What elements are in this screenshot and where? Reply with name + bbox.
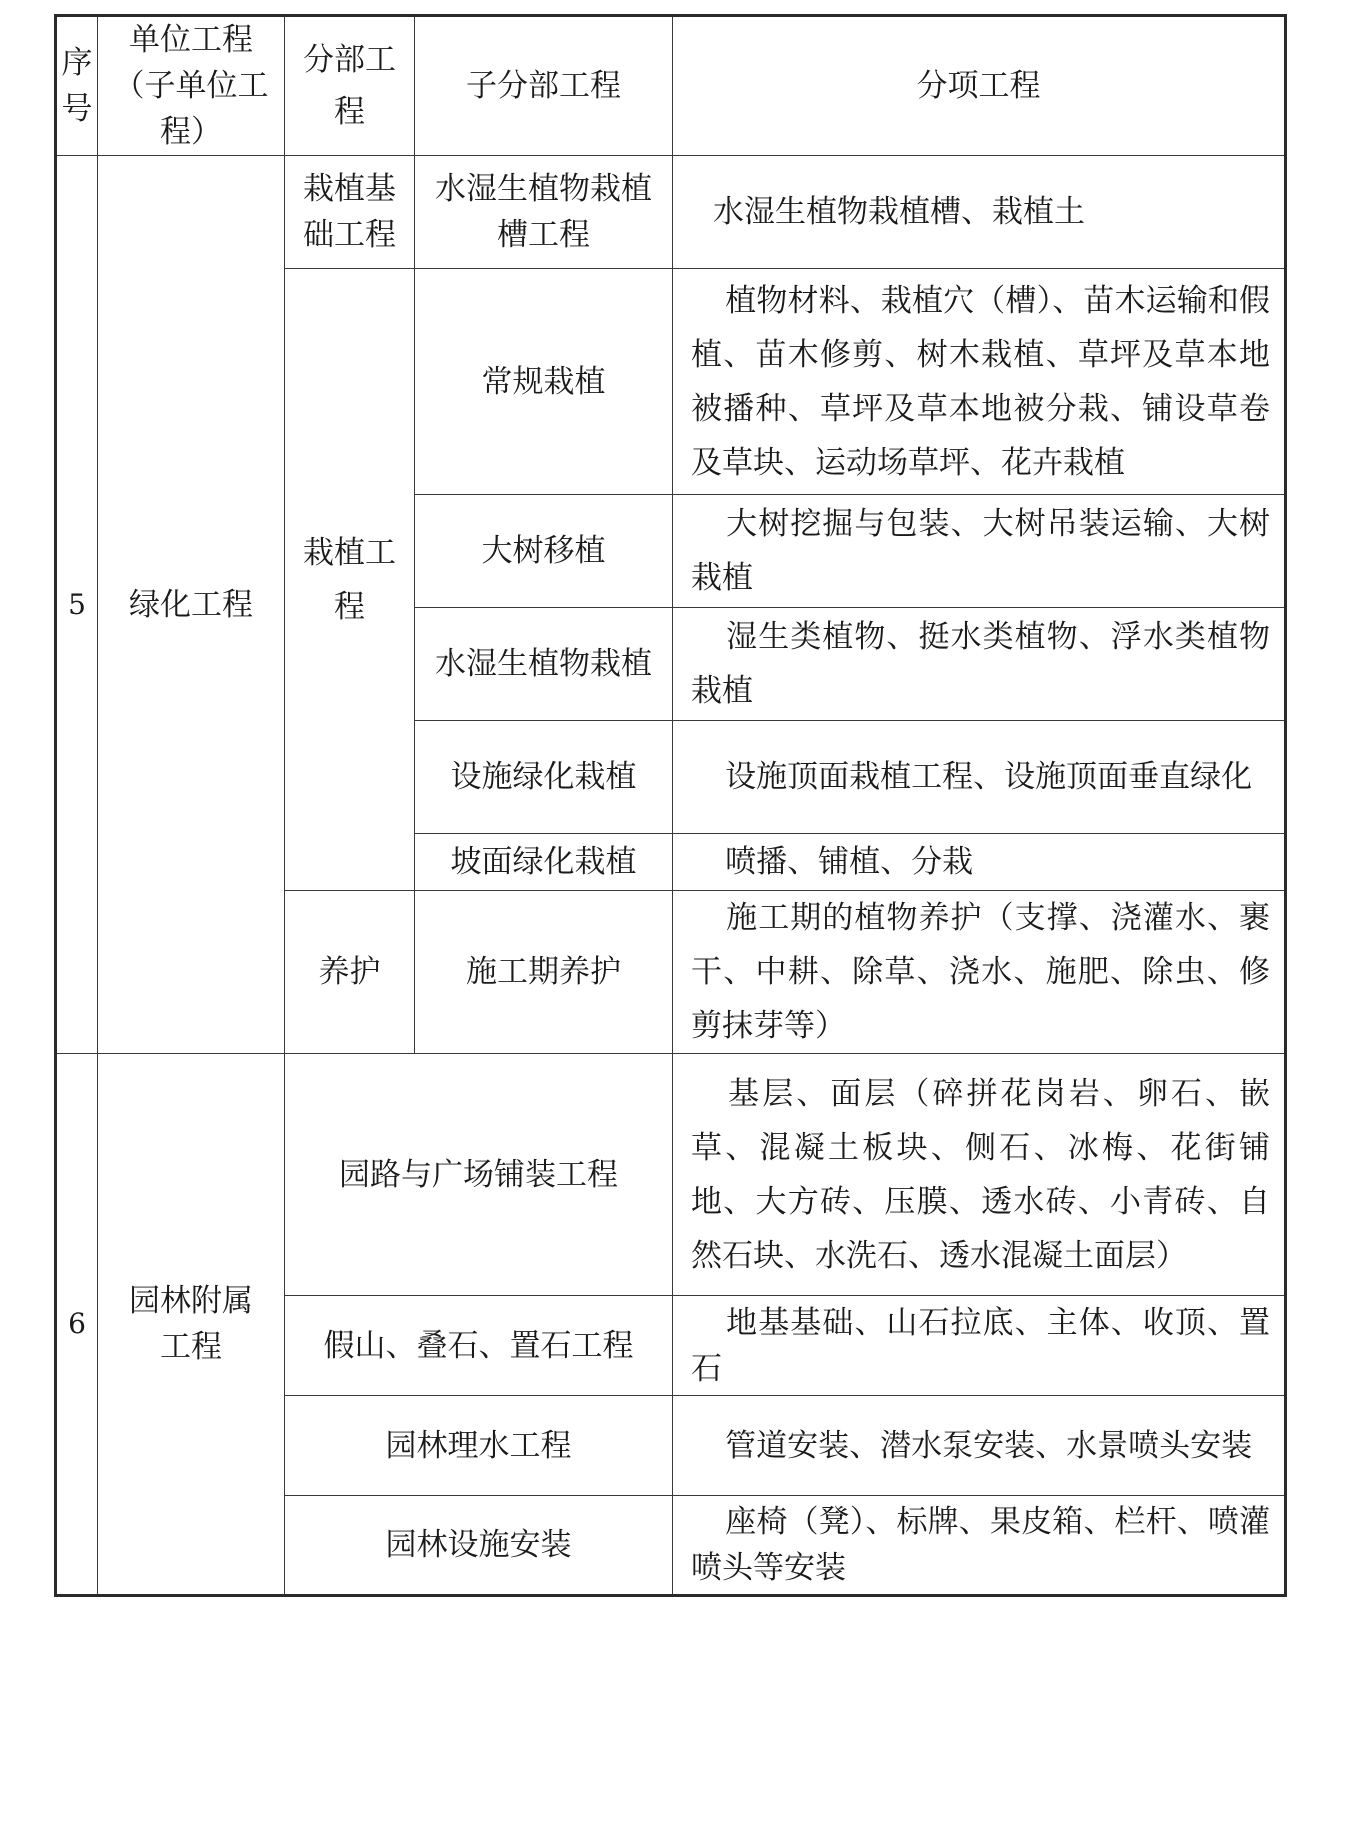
subdivision-big-tree: 大树移植 bbox=[415, 495, 673, 608]
item-slope-greening: 喷播、铺植、分栽 bbox=[673, 834, 1286, 891]
unit-5: 绿化工程 bbox=[98, 156, 285, 1054]
table-row bbox=[56, 156, 1286, 269]
item-regular-planting: 植物材料、栽植穴（槽）、苗木运输和假植、苗木修剪、树木栽植、草坪及草本地被播种、草坪及草本地被分栽、铺设草卷及草块、运动场草坪、花卉栽植 bbox=[673, 269, 1286, 495]
header-unit: 单位工程（子单位工程） bbox=[98, 16, 285, 156]
item-facility-greening: 设施顶面栽植工程、设施顶面垂直绿化 bbox=[673, 721, 1286, 834]
division-maintenance: 养护 bbox=[285, 891, 415, 1054]
division-road-paving: 园路与广场铺装工程 bbox=[285, 1054, 673, 1296]
item-construction-maintenance: 施工期的植物养护（支撑、浇灌水、裹干、中耕、除草、浇水、施肥、除虫、修剪抹芽等） bbox=[673, 891, 1286, 1054]
header-division: 分部工程 bbox=[285, 16, 415, 156]
subdivision-slope-greening: 坡面绿化栽植 bbox=[415, 834, 673, 891]
seq-6: 6 bbox=[56, 1054, 98, 1596]
unit-6: 园林附属工程 bbox=[98, 1054, 285, 1596]
subdivision-facility-greening: 设施绿化栽植 bbox=[415, 721, 673, 834]
division-planting: 栽植工程 bbox=[285, 269, 415, 891]
seq-5: 5 bbox=[56, 156, 98, 1054]
item-road-paving: 基层、面层（碎拼花岗岩、卵石、嵌草、混凝土板块、侧石、冰梅、花街铺地、大方砖、压膜、透水砖、小青砖、自然石块、水洗石、透水混凝土面层） bbox=[673, 1054, 1286, 1296]
item-waterscape: 管道安装、潜水泵安装、水景喷头安装 bbox=[673, 1396, 1286, 1496]
item-wet-plant: 湿生类植物、挺水类植物、浮水类植物栽植 bbox=[673, 608, 1286, 721]
engineering-division-table bbox=[54, 14, 1287, 1597]
header-subdivision: 子分部工程 bbox=[415, 16, 673, 156]
item-big-tree: 大树挖掘与包装、大树吊装运输、大树栽植 bbox=[673, 495, 1286, 608]
division-rockery: 假山、叠石、置石工程 bbox=[285, 1296, 673, 1396]
division-waterscape: 园林理水工程 bbox=[285, 1396, 673, 1496]
division-facility-install: 园林设施安装 bbox=[285, 1496, 673, 1596]
division-planting-base: 栽植基础工程 bbox=[285, 156, 415, 269]
subdivision-regular-planting: 常规栽植 bbox=[415, 269, 673, 495]
item-rockery: 地基基础、山石拉底、主体、收顶、置石 bbox=[673, 1296, 1286, 1396]
header-items: 分项工程 bbox=[673, 16, 1286, 156]
subdivision-construction-maintenance: 施工期养护 bbox=[415, 891, 673, 1054]
item-facility-install: 座椅（凳）、标牌、果皮箱、栏杆、喷灌喷头等安装 bbox=[673, 1496, 1286, 1596]
subdivision-wet-plant: 水湿生植物栽植 bbox=[415, 608, 673, 721]
header-seq: 序号 bbox=[56, 16, 98, 156]
table-row bbox=[56, 1054, 1286, 1296]
subdivision-wet-plant-trough: 水湿生植物栽植槽工程 bbox=[415, 156, 673, 269]
item-wet-plant-trough: 水湿生植物栽植槽、栽植土 bbox=[673, 156, 1286, 269]
